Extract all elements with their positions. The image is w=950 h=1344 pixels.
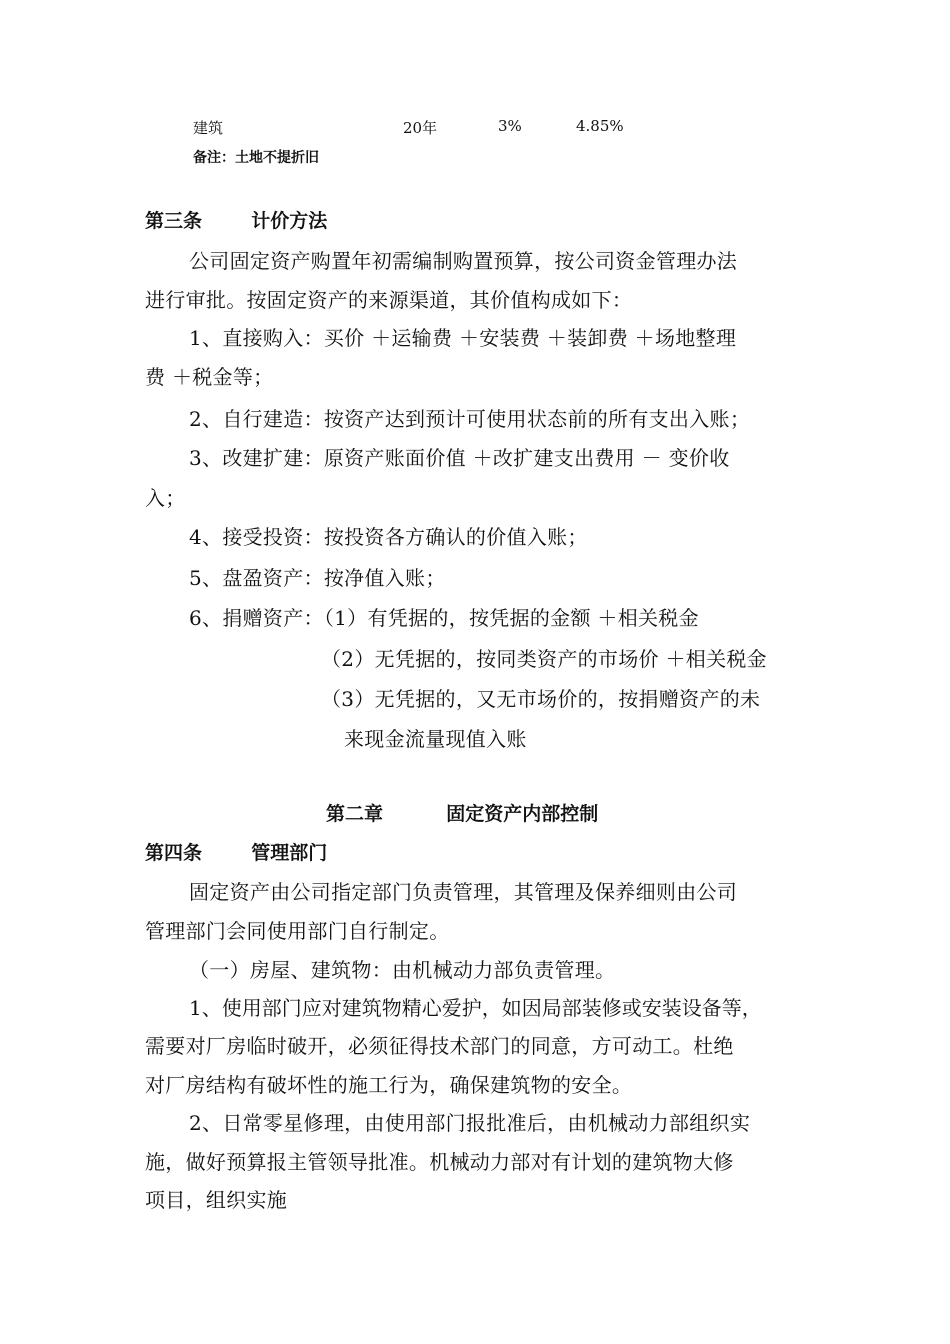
list-subitem: （2）无凭据的，按同类资产的市场价 ＋相关税金: [321, 647, 767, 671]
paragraph-line: 项目，组织实施: [145, 1188, 288, 1212]
asset-category: 建筑: [193, 119, 224, 137]
paragraph-line: 固定资产由公司指定部门负责管理，其管理及保养细则由公司: [189, 880, 738, 904]
article-title: 计价方法: [251, 210, 328, 232]
article-4-heading: [145, 838, 327, 865]
chapter-title: 固定资产内部控制: [446, 803, 599, 825]
list-item: 3、改建扩建：原资产账面价值 ＋改扩建支出费用 － 变价收: [189, 446, 730, 470]
list-item-cont: 费 ＋税金等；: [145, 365, 274, 389]
list-item: 4、接受投资：按投资各方确认的价值入账；: [189, 525, 588, 549]
article-number: 第四条: [145, 842, 203, 864]
article-title: 管理部门: [251, 842, 328, 864]
list-item: 2、自行建造：按资产达到预计可使用状态前的所有支出入账；: [189, 407, 751, 431]
paragraph-line: （一）房屋、建筑物：由机械动力部负责管理。: [189, 958, 616, 982]
paragraph-line: 管理部门会同使用部门自行制定。: [145, 919, 450, 943]
paragraph-line: 需要对厂房临时破开，必须征得技术部门的同意，方可动工。杜绝: [145, 1034, 734, 1058]
paragraph-line: 进行审批。按固定资产的来源渠道，其价值构成如下：: [145, 288, 633, 312]
list-subitem-cont: 来现金流量现值入账: [344, 727, 527, 751]
chapter-number: 第二章: [326, 803, 384, 825]
list-item-cont: 入；: [145, 486, 186, 510]
useful-life: 20年: [403, 119, 438, 137]
residual-rate: 3%: [498, 117, 522, 135]
list-item: 6、捐赠资产：（1）有凭据的，按凭据的金额 ＋相关税金: [189, 606, 699, 630]
paragraph-line: 施，做好预算报主管领导批准。机械动力部对有计划的建筑物大修: [145, 1150, 734, 1174]
list-subitem: （3）无凭据的，又无市场价的，按捐赠资产的未: [321, 687, 761, 711]
paragraph-line: 公司固定资产购置年初需编制购置预算，按公司资金管理办法: [189, 249, 738, 273]
paragraph-line: 对厂房结构有破坏性的施工行为，确保建筑物的安全。: [145, 1073, 633, 1097]
depreciation-rate: 4.85%: [576, 117, 624, 135]
list-item: 1、直接购入：买价 ＋运输费 ＋安装费 ＋装卸费 ＋场地整理: [189, 326, 737, 350]
list-item: 5、盘盈资产：按净值入账；: [189, 566, 446, 590]
chapter-heading: [326, 799, 598, 826]
article-3-heading: [145, 206, 327, 233]
remark: 备注：土地不提折旧: [193, 150, 319, 166]
paragraph-line: 1、使用部门应对建筑物精心爱护，如因局部装修或安装设备等，: [189, 996, 762, 1020]
article-number: 第三条: [145, 210, 203, 232]
paragraph-line: 2、日常零星修理，由使用部门报批准后，由机械动力部组织实: [189, 1111, 751, 1135]
